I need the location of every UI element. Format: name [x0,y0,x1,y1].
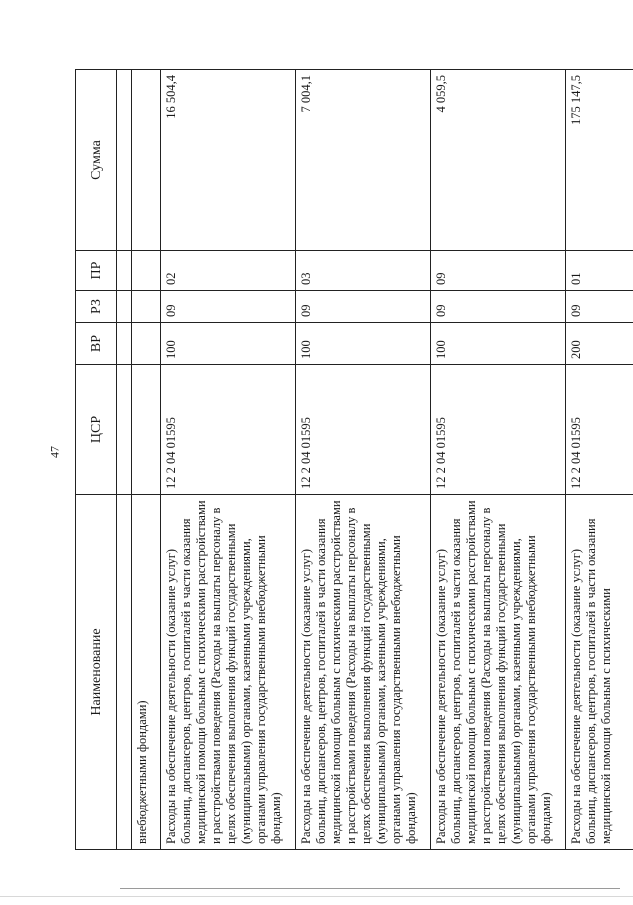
cell-rz: 09 [296,291,431,323]
cell-rz: 09 [566,291,633,323]
cell-rz: 09 [161,291,296,323]
table-row [566,70,633,850]
cell-empty [132,70,161,251]
cell-csr: 12 2 04 01595 [296,365,431,495]
table-spacer-row [117,70,132,850]
cell-csr: 12 2 04 01595 [566,365,633,495]
cell-csr: 12 2 04 01595 [431,365,566,495]
scan-artifact-line [120,888,620,889]
spacer-cell [117,70,132,251]
budget-table-wrapper [75,70,623,850]
spacer-cell [117,323,132,365]
header-pr: ПР [76,251,117,291]
cell-empty [132,323,161,365]
table-row [161,70,296,850]
table-row-continuation [132,70,161,850]
cell-pr: 02 [161,251,296,291]
cell-continuation: внебюджетными фондами) [132,495,161,850]
header-csr: ЦСР [76,365,117,495]
header-sum: Сумма [76,70,117,251]
cell-pr: 03 [296,251,431,291]
budget-table [75,69,633,850]
cell-rz: 09 [431,291,566,323]
cell-sum: 175 147,5 [566,70,633,251]
scan-artifact-line [0,896,633,897]
cell-empty [132,291,161,323]
cell-vr: 100 [161,323,296,365]
spacer-cell [117,291,132,323]
table-row [431,70,566,850]
cell-sum: 16 504,4 [161,70,296,251]
header-name: Наименование [76,495,117,850]
cell-pr: 01 [566,251,633,291]
spacer-cell [117,251,132,291]
header-rz: РЗ [76,291,117,323]
cell-name: Расходы на обеспечение деятельности (оказание услуг) больниц, диспансеров, центров, госпиталей в части оказания медицинской помощи больным с психическими расстройствами и расстройствами поведения (Расходы на выплаты персоналу в целях обеспечения выполнения функций государственными (муниципальными) органами, казенными учреждениями, органами управления государственными внебюджетными фондами) [161,495,296,850]
cell-name: Расходы на обеспечение деятельности (оказание услуг) больниц, диспансеров, центров, госпиталей в части оказания медицинской помощи больным с психическими [566,495,633,850]
cell-empty [132,365,161,495]
header-vr: ВР [76,323,117,365]
cell-sum: 4 059,5 [431,70,566,251]
page-number: 47 [47,446,62,458]
spacer-cell [117,365,132,495]
cell-empty [132,251,161,291]
cell-name: Расходы на обеспечение деятельности (оказание услуг) больниц, диспансеров, центров, госпиталей в части оказания медицинской помощи больным с психическими расстройствами и расстройствами поведения (Расходы на выплаты персоналу в целях обеспечения выполнения функций государственными (муниципальными) органами, казенными учреждениями, органами управления государственными внебюджетными фондами) [431,495,566,850]
spacer-cell [117,495,132,850]
cell-vr: 100 [296,323,431,365]
cell-name: Расходы на обеспечение деятельности (оказание услуг) больниц, диспансеров, центров, госпиталей в части оказания медицинской помощи больным с психическими расстройствами и расстройствами поведения (Расходы на выплаты персоналу в целях обеспечения выполнения функций государственными (муниципальными) органами, казенными учреждениями, органами управления государственными внебюджетными фондами) [296,495,431,850]
cell-pr: 09 [431,251,566,291]
cell-csr: 12 2 04 01595 [161,365,296,495]
table-header-row [76,70,117,850]
cell-sum: 7 004,1 [296,70,431,251]
cell-vr: 100 [431,323,566,365]
cell-vr: 200 [566,323,633,365]
table-row [296,70,431,850]
